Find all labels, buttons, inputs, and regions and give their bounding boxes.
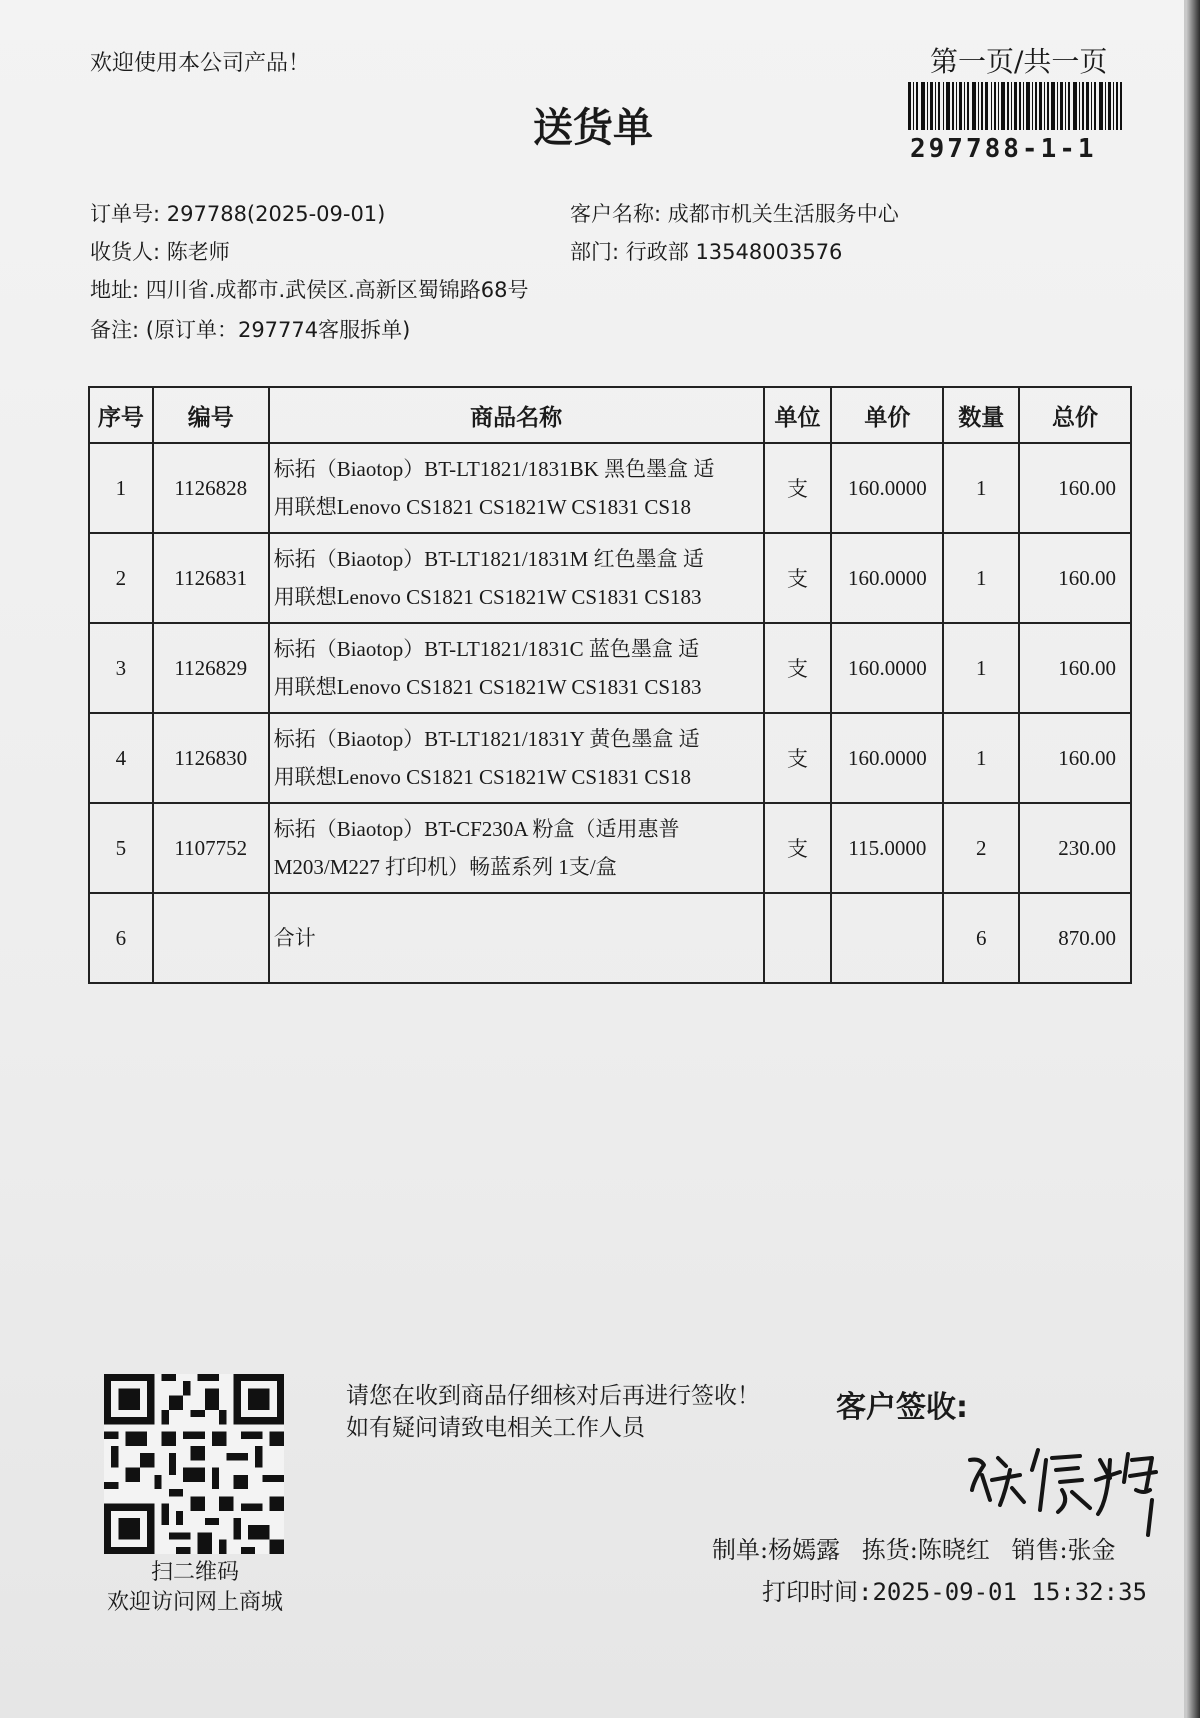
table-row	[89, 533, 1131, 623]
order-number-value: 297788(2025-09-01)	[166, 202, 386, 226]
column-header-code: 编号	[153, 387, 269, 443]
customer-sign-label: 客户签收:	[836, 1390, 968, 1425]
row-name-line1: 标拓（Biaotop）BT-CF230A 粉盒（适用惠普	[273, 817, 680, 841]
customer-name-value: 成都市机关生活服务中心	[667, 202, 899, 226]
address-label: 地址:	[90, 278, 140, 302]
row-code: 1126830	[153, 713, 269, 803]
row-name-line2: 用联想Lenovo CS1821 CS1821W CS1831 CS18	[273, 765, 692, 789]
receiver-field	[90, 236, 230, 266]
qr-caption-mall: 欢迎访问网上商城	[106, 1590, 283, 1615]
note-value: (原订单：297774客服拆单)	[145, 318, 411, 342]
row-name-line1: 标拓（Biaotop）BT-LT1821/1831BK 黑色墨盒 适	[273, 457, 715, 481]
row-total: 160.00	[1019, 713, 1131, 803]
row-total: 160.00	[1019, 623, 1131, 713]
row-no: 5	[89, 803, 153, 893]
department-label: 部门:	[570, 240, 620, 264]
row-name-line2: 用联想Lenovo CS1821 CS1821W CS1831 CS183	[273, 675, 702, 699]
row-code: 1126829	[153, 623, 269, 713]
row-name-line2: M203/M227 打印机）畅蓝系列 1支/盒	[273, 855, 617, 879]
row-unit: 支	[764, 713, 832, 803]
row-unit: 支	[764, 803, 832, 893]
row-unit: 支	[764, 533, 832, 623]
row-name	[269, 623, 764, 713]
row-name	[269, 443, 764, 533]
row-qty: 1	[943, 713, 1019, 803]
department-field	[570, 236, 842, 266]
row-qty: 1	[943, 623, 1019, 713]
row-no: 3	[89, 623, 153, 713]
summary-row	[89, 893, 1131, 983]
column-header-total: 总价	[1019, 387, 1131, 443]
row-total: 160.00	[1019, 443, 1131, 533]
page-indicator: 第一页/共一页	[930, 45, 1108, 78]
column-header-unit: 单位	[764, 387, 832, 443]
row-code: 1107752	[153, 803, 269, 893]
row-no: 1	[89, 443, 153, 533]
note-label: 备注:	[90, 318, 140, 342]
receiver-value: 陈老师	[166, 240, 230, 264]
row-total: 230.00	[1019, 803, 1131, 893]
order-number-label: 订单号:	[90, 202, 161, 226]
welcome-text: 欢迎使用本公司产品！	[90, 51, 311, 76]
notice-text: 请您在收到商品仔细核对后再进行签收！如有疑问请致电相关工作人员	[346, 1383, 760, 1441]
table-row	[89, 713, 1131, 803]
address-field	[90, 274, 529, 304]
row-code: 1126828	[153, 443, 269, 533]
note-field	[90, 314, 410, 344]
sales-text: 销售:张金	[1011, 1536, 1116, 1564]
address-value: 四川省.成都市.武侯区.高新区蜀锦路68号	[145, 278, 529, 302]
row-name	[269, 713, 764, 803]
order-number-field	[90, 198, 385, 228]
row-qty: 2	[943, 803, 1019, 893]
row-unit: 支	[764, 443, 832, 533]
summary-no: 6	[89, 893, 153, 983]
row-price: 115.0000	[831, 803, 943, 893]
row-name-line2: 用联想Lenovo CS1821 CS1821W CS1831 CS18	[273, 495, 692, 519]
table-row	[89, 803, 1131, 893]
staff-line	[712, 1530, 1130, 1565]
column-header-price: 单价	[831, 387, 943, 443]
row-price: 160.0000	[831, 533, 943, 623]
table-row	[89, 623, 1131, 713]
row-price: 160.0000	[831, 623, 943, 713]
summary-price-empty	[831, 893, 943, 983]
signature-icon	[960, 1430, 1170, 1540]
row-unit: 支	[764, 623, 832, 713]
customer-name-label: 客户名称:	[570, 202, 662, 226]
column-header-no: 序号	[89, 387, 153, 443]
qr-code-icon	[104, 1374, 284, 1554]
column-header-name: 商品名称	[269, 387, 764, 443]
picker-text: 拣货:陈晓红	[861, 1536, 990, 1564]
table-row	[89, 443, 1131, 533]
row-name	[269, 803, 764, 893]
qr-caption-scan: 扫二维码	[150, 1560, 239, 1585]
row-qty: 1	[943, 443, 1019, 533]
row-name-line2: 用联想Lenovo CS1821 CS1821W CS1831 CS183	[273, 585, 702, 609]
summary-qty: 6	[943, 893, 1019, 983]
row-name-line1: 标拓（Biaotop）BT-LT1821/1831C 蓝色墨盒 适	[273, 637, 700, 661]
row-qty: 1	[943, 533, 1019, 623]
barcode-number: 297788-1-1	[910, 134, 1097, 164]
row-price: 160.0000	[831, 713, 943, 803]
row-name-line1: 标拓（Biaotop）BT-LT1821/1831M 红色墨盒 适	[273, 547, 704, 571]
summary-label: 合计	[269, 893, 764, 983]
row-no: 4	[89, 713, 153, 803]
row-price: 160.0000	[831, 443, 943, 533]
summary-code-empty	[153, 893, 269, 983]
page-edge-shadow	[1186, 0, 1200, 1718]
receiver-label: 收货人:	[90, 240, 161, 264]
summary-unit-empty	[764, 893, 832, 983]
print-time: 打印时间:2025-09-01 15:32:35	[762, 1578, 1147, 1606]
row-name-line1: 标拓（Biaotop）BT-LT1821/1831Y 黄色墨盒 适	[273, 727, 700, 751]
table-header-row	[89, 387, 1131, 443]
row-code: 1126831	[153, 533, 269, 623]
maker-text: 制单:杨嫣露	[712, 1536, 841, 1564]
items-table	[88, 386, 1132, 984]
summary-total: 870.00	[1019, 893, 1131, 983]
customer-name-field	[570, 198, 899, 228]
column-header-qty: 数量	[943, 387, 1019, 443]
document-title: 送货单	[533, 105, 653, 151]
department-value: 行政部 13548003576	[625, 240, 843, 264]
row-name	[269, 533, 764, 623]
row-no: 2	[89, 533, 153, 623]
row-total: 160.00	[1019, 533, 1131, 623]
